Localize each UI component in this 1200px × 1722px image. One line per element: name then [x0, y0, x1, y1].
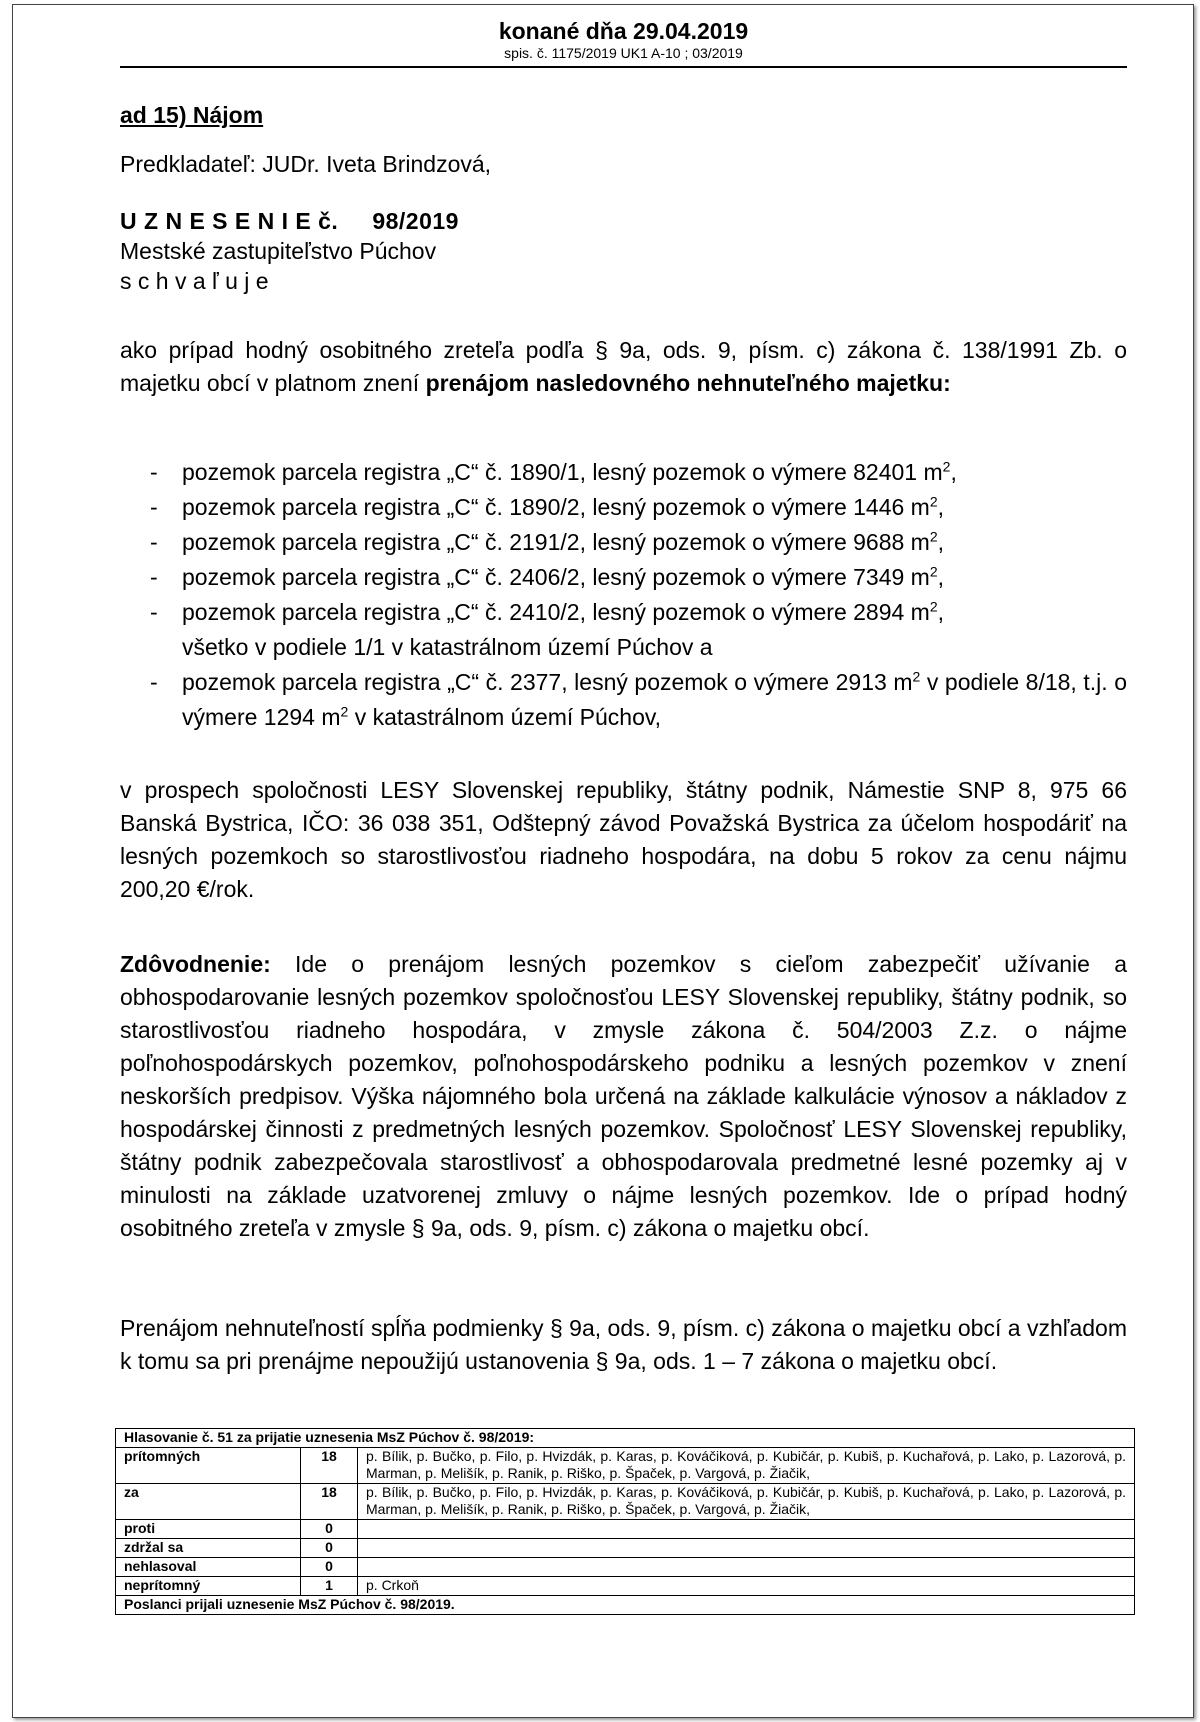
document-header [120, 18, 1127, 68]
resolution-label: U Z N E S E N I E č. [120, 208, 339, 234]
table-row: zdržal sa 0 [116, 1539, 1135, 1558]
vote-table-header: Hlasovanie č. 51 za prijatie uznesenia MsZ Púchov č. 98/2019: [116, 1429, 1135, 1448]
list-item: - pozemok parcela registra „C“ č. 2410/2, lesný pozemok o výmere 2894 $m^2$, [150, 598, 945, 625]
proposer-line: Predkladateľ: JUDr. Iveta Brindzová, [120, 151, 492, 177]
list-item: - pozemok parcela registra „C“ č. 2377, lesný pozemok o výmere 2913 $m^2$ v podiele 8/18, t.j. o výmere 1294 $m^2$ v katastrálnom území Púchov, [150, 668, 1128, 730]
list-item: - pozemok parcela registra „C“ č. 2191/2, lesný pozemok o výmere 9688 $m^2$, [150, 528, 945, 555]
vote-table [115, 1428, 1135, 1615]
list-item-continuation: všetko v podiele 1/1 v katastrálnom území Púchov a [182, 634, 713, 660]
justification-label: Zdôvodnenie: [120, 951, 271, 977]
justification-paragraph-2: Prenájom nehnuteľností spĺňa podmienky § 9a, ods. 9, písm. c) zákona o majetku obcí a vzhľadom k tomu sa pri prenájme nepoužijú ustanovenia § 9a, ods. 1 – 7 zákona o majetku obcí. [120, 1315, 1127, 1374]
justification-paragraph [120, 948, 1127, 1245]
table-footer-row [116, 1596, 1135, 1615]
file-reference: spis. č. 1175/2019 UK1 A-10 ; 03/2019 [504, 45, 743, 61]
parcel-list [150, 455, 1127, 735]
table-header-row [116, 1429, 1135, 1448]
vote-table-footer: Poslanci prijali uznesenie MsZ Púchov č. 98/2019. [116, 1596, 1135, 1615]
table-row: za 18 p. Bílik, p. Bučko, p. Filo, p. Hvizdák, p. Karas, p. Kováčiková, p. Kubičár, p. Kubiš, p. Kuchařová, p. Lako, p. Lazorová, p. Marman, p. Melišík, p. Ranik, p. Riško, p. Špaček, p. Vargová, p. Žiačik, [116, 1484, 1135, 1520]
table-row: neprítomný 1 p. Crkoň [116, 1577, 1135, 1596]
justification-text: Ide o prenájom lesných pozemkov s cieľom zabezpečiť užívanie a obhospodarovanie lesných pozemkov spoločnosťou LESY Slovenskej republiky, štátny podnik, so starostlivosťou riadneho hospodára, v zmysle zákona č. 504/2003 Z.z. o nájme poľnohospodárskych pozemkov, poľnohospodárskeho podniku a lesných pozemkov v znení neskorších predpisov. Výška nájomného bola určená na základe kalkulácie výnosov a nákladov z hospodárskej činnosti z predmetných lesných pozemkov. Spoločnosť LESY Slovenskej republiky, štátny podnik zabezpečovala starostlivosť a obhospodarovala predmetné lesné pozemky aj v minulosti na základe uzatvorenej zmluvy o nájme lesných pozemkov. Ide o prípad hodný osobitného zreteľa v zmysle § 9a, ods. 9, písm. c) zákona o majetku obcí. [120, 951, 1127, 1241]
resolution-number: 98/2019 [372, 208, 459, 234]
intro-paragraph [120, 334, 1127, 400]
resolution-body: Mestské zastupiteľstvo Púchov [120, 238, 437, 264]
list-item: - pozemok parcela registra „C“ č. 1890/2, lesný pozemok o výmere 1446 $m^2$, [150, 493, 945, 520]
list-item: - pozemok parcela registra „C“ č. 2406/2, lesný pozemok o výmere 7349 $m^2$, [150, 563, 945, 590]
table-row: prítomných 18 p. Bílik, p. Bučko, p. Filo, p. Hvizdák, p. Karas, p. Kováčiková, p. Kubičár, p. Kubiš, p. Kuchařová, p. Lako, p. Lazorová, p. Marman, p. Melišík, p. Ranik, p. Riško, p. Špaček, p. Vargová, p. Žiačik, [116, 1448, 1135, 1484]
intro-text: ako prípad hodný osobitného zreteľa podľa § 9a, ods. 9, písm. c) zákona č. 138/1991 Zb. o majetku obcí v platnom znení [120, 337, 1127, 396]
meeting-date-title: konané dňa 29.04.2019 [498, 18, 749, 44]
table-row: nehlasoval 0 [116, 1558, 1135, 1577]
table-row: proti 0 [116, 1520, 1135, 1539]
resolution-verb: s c h v a ľ u j e [120, 268, 269, 294]
section-title: ad 15) Nájom [120, 102, 264, 128]
intro-bold: prenájom nasledovného nehnuteľného majetku: [425, 370, 951, 396]
list-item: - pozemok parcela registra „C“ č. 1890/1, lesný pozemok o výmere 82401 $m^2$, [150, 458, 957, 485]
resolution-heading [120, 206, 459, 236]
beneficiary-paragraph: v prospech spoločnosti LESY Slovenskej republiky, štátny podnik, Námestie SNP 8, 975 66 Banská Bystrica, IČO: 36 038 351, Odštepný závod Považská Bystrica za účelom hospodáriť na lesných pozemkoch so starostlivosťou riadneho hospodára, na dobu 5 rokov za cenu nájmu 200,20 €/rok. [120, 777, 1127, 902]
